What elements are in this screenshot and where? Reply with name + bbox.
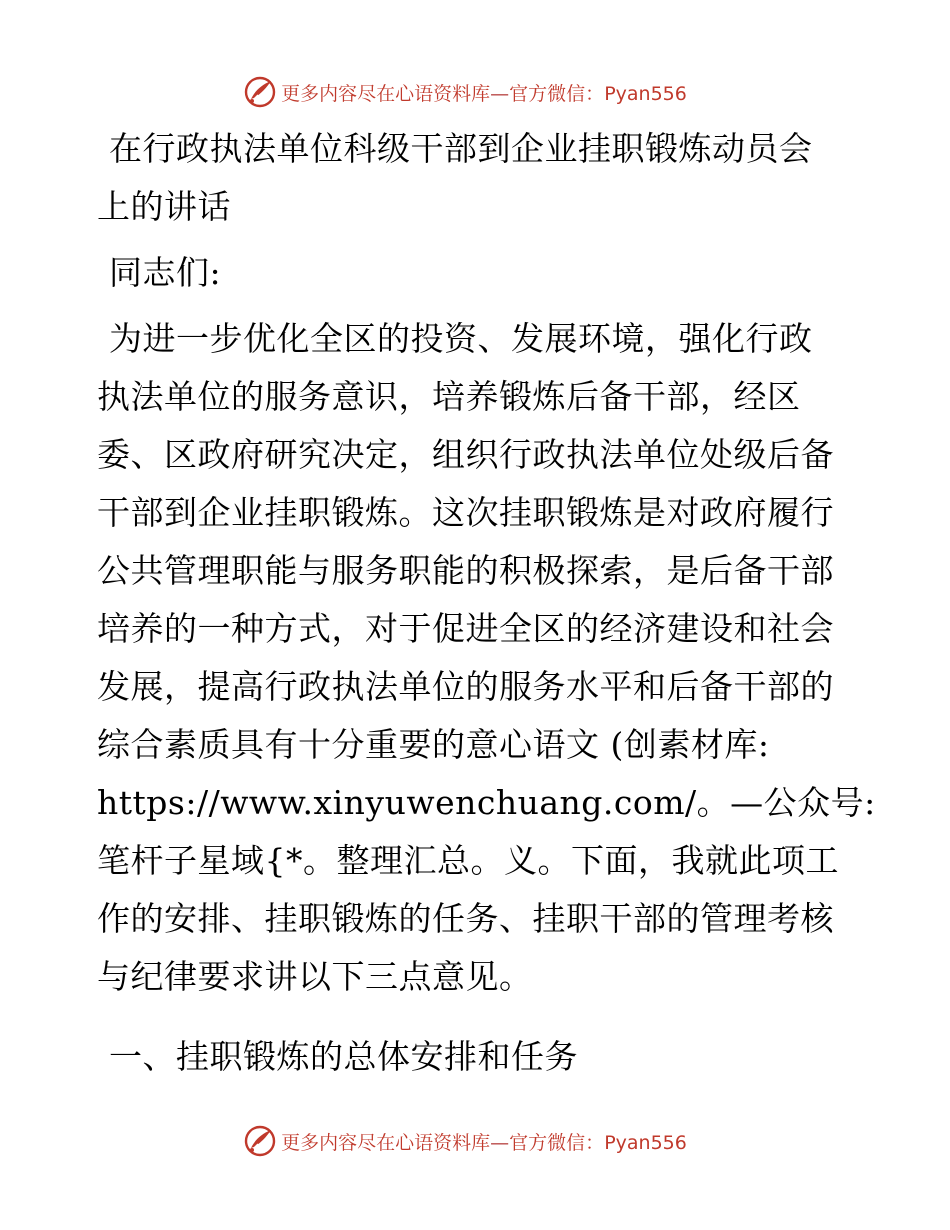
document-title-line-2: 上的讲话 [97, 187, 231, 226]
footer-watermark [0, 1121, 950, 1161]
document-body [97, 120, 876, 1086]
document-title-line-1: 在行政执法单位科级干部到企业挂职锻炼动员会 [109, 129, 813, 168]
paragraph-line-12: 与纪律要求讲以下三点意见。 [97, 957, 533, 996]
paragraph-line-11: 作的安排、挂职锻炼的任务、挂职干部的管理考核 [97, 899, 834, 938]
watermark-site: 更多内容尽在心语资料库 [281, 82, 491, 105]
watermark-account: Pyan556 [604, 1131, 687, 1154]
paragraph-line-3: 委、区政府研究决定，组织行政执法单位处级后备 [97, 435, 834, 474]
watermark-account: Pyan556 [604, 82, 687, 105]
paragraph-line-2: 执法单位的服务意识，培养锻炼后备干部，经区 [97, 377, 801, 416]
quill-pen-logo-icon [243, 75, 277, 109]
watermark-text [281, 79, 687, 106]
paragraph-line-4: 干部到企业挂职锻炼。这次挂职锻炼是对政府履行 [97, 493, 834, 532]
paragraph-line-1: 为进一步优化全区的投资、发展环境，强化行政 [109, 319, 813, 358]
paragraph-line-8: 综合素质具有十分重要的意心语文 (创素材库: [97, 725, 770, 764]
quill-pen-logo-icon [243, 1124, 277, 1158]
watermark-dash: — [490, 82, 510, 105]
watermark-dash: — [490, 1131, 510, 1154]
paragraph-line-5: 公共管理职能与服务职能的积极探索，是后备干部 [97, 551, 834, 590]
watermark-text [281, 1128, 687, 1155]
section-heading: 一、挂职锻炼的总体安排和任务 [109, 1037, 578, 1076]
paragraph-line-10: 笔杆子星域{*。整理汇总。义。下面，我就此项工 [97, 841, 839, 880]
header-watermark [0, 72, 950, 112]
watermark-label: 官方微信： [509, 1131, 605, 1154]
paragraph-line-9: https://www.xinyuwenchuang.com/。—公众号: [97, 783, 876, 822]
paragraph-line-7: 发展，提高行政执法单位的服务水平和后备干部的 [97, 667, 834, 706]
paragraph-line-6: 培养的一种方式，对于促进全区的经济建设和社会 [97, 609, 834, 648]
salutation: 同志们: [109, 253, 222, 292]
watermark-site: 更多内容尽在心语资料库 [281, 1131, 491, 1154]
watermark-label: 官方微信： [509, 82, 605, 105]
